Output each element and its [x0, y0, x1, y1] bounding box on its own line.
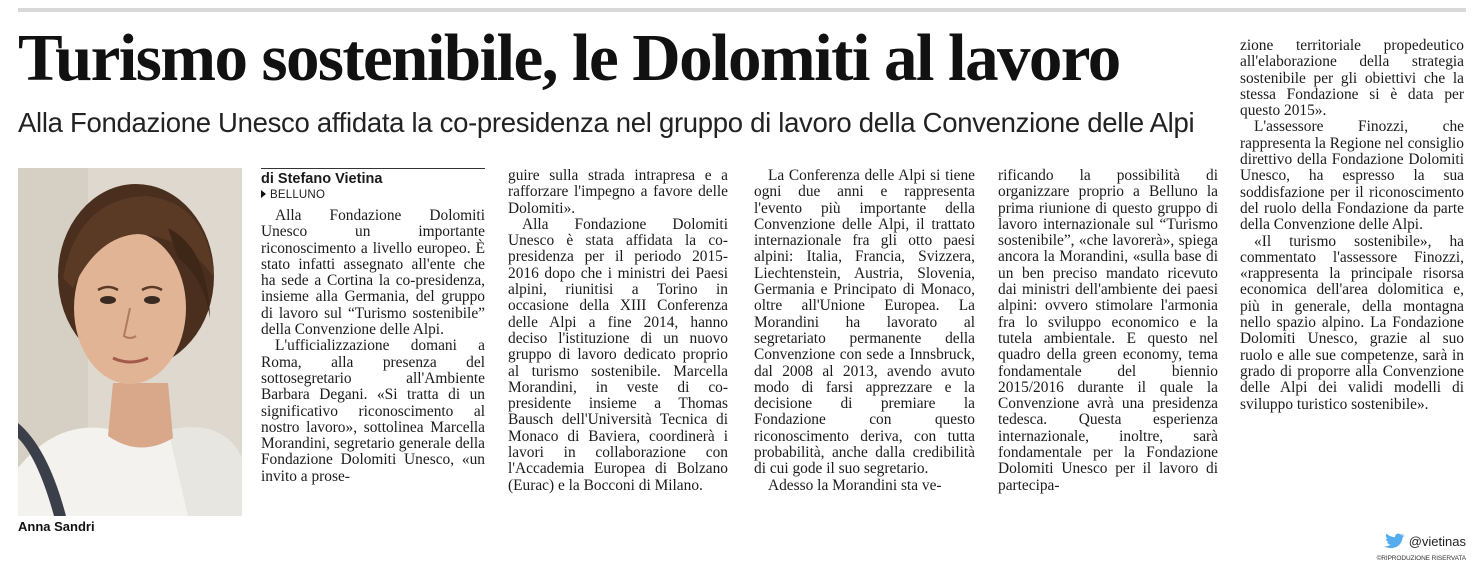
article-column-4 [998, 168, 1218, 494]
subheadline: Alla Fondazione Unesco affidata la co-presidenza nel gruppo di lavoro della Convenzione delle Alpi [18, 107, 1195, 138]
place-label: BELLUNO [270, 189, 326, 201]
article-column-5 [1240, 38, 1464, 413]
paragraph: L'ufficializzazione domani a Roma, alla presenza del sottosegretario all'Ambiente Barbara Degani. «Si tratta di un significativo riconoscimento al nostro lavoro», sottolinea Marcella Morandini, segretario generale della Fondazione Dolomiti Unesco, «un invito a prose- [261, 337, 485, 485]
twitter-handle [1383, 533, 1466, 549]
article-column-2 [508, 168, 728, 494]
paragraph: La Conferenza delle Alpi si tiene ogni due anni e rappresenta l'evento più importante della Convenzione delle Alpi, il trattato internazionale fra gli otto paesi alpini: Italia, Francia, Svizzera, Liechtenstein, Austria, Slovenia, Germania e Principato di Monaco, oltre all'Unione Europea. La Morandini ha lavorato al segretariato permanente della Convenzione con sede a Innsbruck, dal 2008 al 2013, avendo avuto modo di farsi apprezzare e la decisione di premiare la Fondazione con questo riconoscimento deriva, con tutta probabilità, anche dalla credibilità di cui gode il suo segretario. [754, 167, 975, 478]
photo-caption: Anna Sandri [18, 519, 95, 534]
play-triangle-icon [261, 190, 266, 198]
paragraph: guire sulla strada intrapresa e a rafforzare l'impegno a favore delle Dolomiti». [508, 167, 728, 217]
paragraph: Alla Fondazione Dolomiti Unesco un importante riconoscimento a livello europeo. È stato infatti assegnato all'ente che ha sede a Cortina la co-presidenza, insieme alla Germania, del gruppo di lavoro sul “Turismo sostenibile” della Convenzione delle Alpi. [261, 207, 485, 339]
byline-place [261, 188, 485, 202]
portrait-image [18, 168, 242, 516]
paragraph: «Il turismo sostenibile», ha commentato l'assessore Finozzi, «rappresenta la principale risorsa economica dell'area dolomitica e, più in generale, della montagna nello spazio alpino. La Fondazione Dolomiti Unesco, grazie al suo ruolo e alle sue competenze, sarà in grado di proporre alla Convenzione delle Alpi dei validi modelli di sviluppo turistico sostenibile». [1240, 232, 1464, 413]
paragraph: Alla Fondazione Dolomiti Unesco è stata affidata la co-presidenza per il periodo 2015-2016 dopo che i ministri dei Paesi alpini, riunitisi a Torino in occasione della XIII Conferenza delle Alpi a fine 2014, hanno deciso l'istituzione di un nuovo gruppo di lavoro dedicato proprio al turismo sostenibile. Marcella Morandini, in veste di co-presidente insieme a Thomas Bausch dell'Università Tecnica di Monaco di Baviera, coordinerà i lavori in collaborazione con l'Accademia Europea di Bolzano (Eurac) e la Bocconi di Milano. [508, 215, 728, 494]
article-column-3 [754, 168, 975, 494]
copyright-notice: ©RIPRODUZIONE RISERVATA [1376, 555, 1466, 562]
paragraph: L'assessore Finozzi, che rappresenta la Regione nel consiglio direttivo della Fondazione Dolomiti Unesco, ha espresso la sua soddisfazione per il riconoscimento del ruolo della Fondazione da parte della Convenzione delle Alpi. [1240, 118, 1464, 234]
paragraph: rificando la possibilità di organizzare proprio a Belluno la prima riunione di questo gruppo di lavoro internazionale sul “Turismo sostenibile”, «che lavorerà», spiega ancora la Morandini, «sulla base di un ben preciso mandato ricevuto dai ministri dell'ambiente dei paesi alpini: ovvero stimolare l'armonia fra lo sviluppo economico e la tutela ambientale. E questo nel quadro della green economy, tema fondamentale del biennio 2015/2016 durante il quale la Convenzione avrà una presidenza tedesca. Questa esperienza internazionale, inoltre, sarà fondamentale per la Fondazione Dolomiti Unesco per il lavoro di partecipa- [998, 167, 1218, 494]
article-column-1 [261, 168, 485, 485]
author-credit [1362, 533, 1466, 562]
author-photo [18, 168, 242, 516]
byline-author: di Stefano Vietina [261, 168, 485, 188]
headline: Turismo sostenibile, le Dolomiti al lavoro [18, 21, 1120, 95]
paragraph: Adesso la Morandini sta ve- [768, 476, 942, 494]
twitter-bird-icon [1383, 533, 1407, 549]
handle-text: @vietinas [1408, 533, 1466, 549]
top-rule [18, 8, 1466, 12]
paragraph: zione territoriale propedeutico all'elaborazione della strategia sostenibile per gli obiettivi che la stessa Fondazione si è data per questo 2015». [1240, 37, 1464, 120]
